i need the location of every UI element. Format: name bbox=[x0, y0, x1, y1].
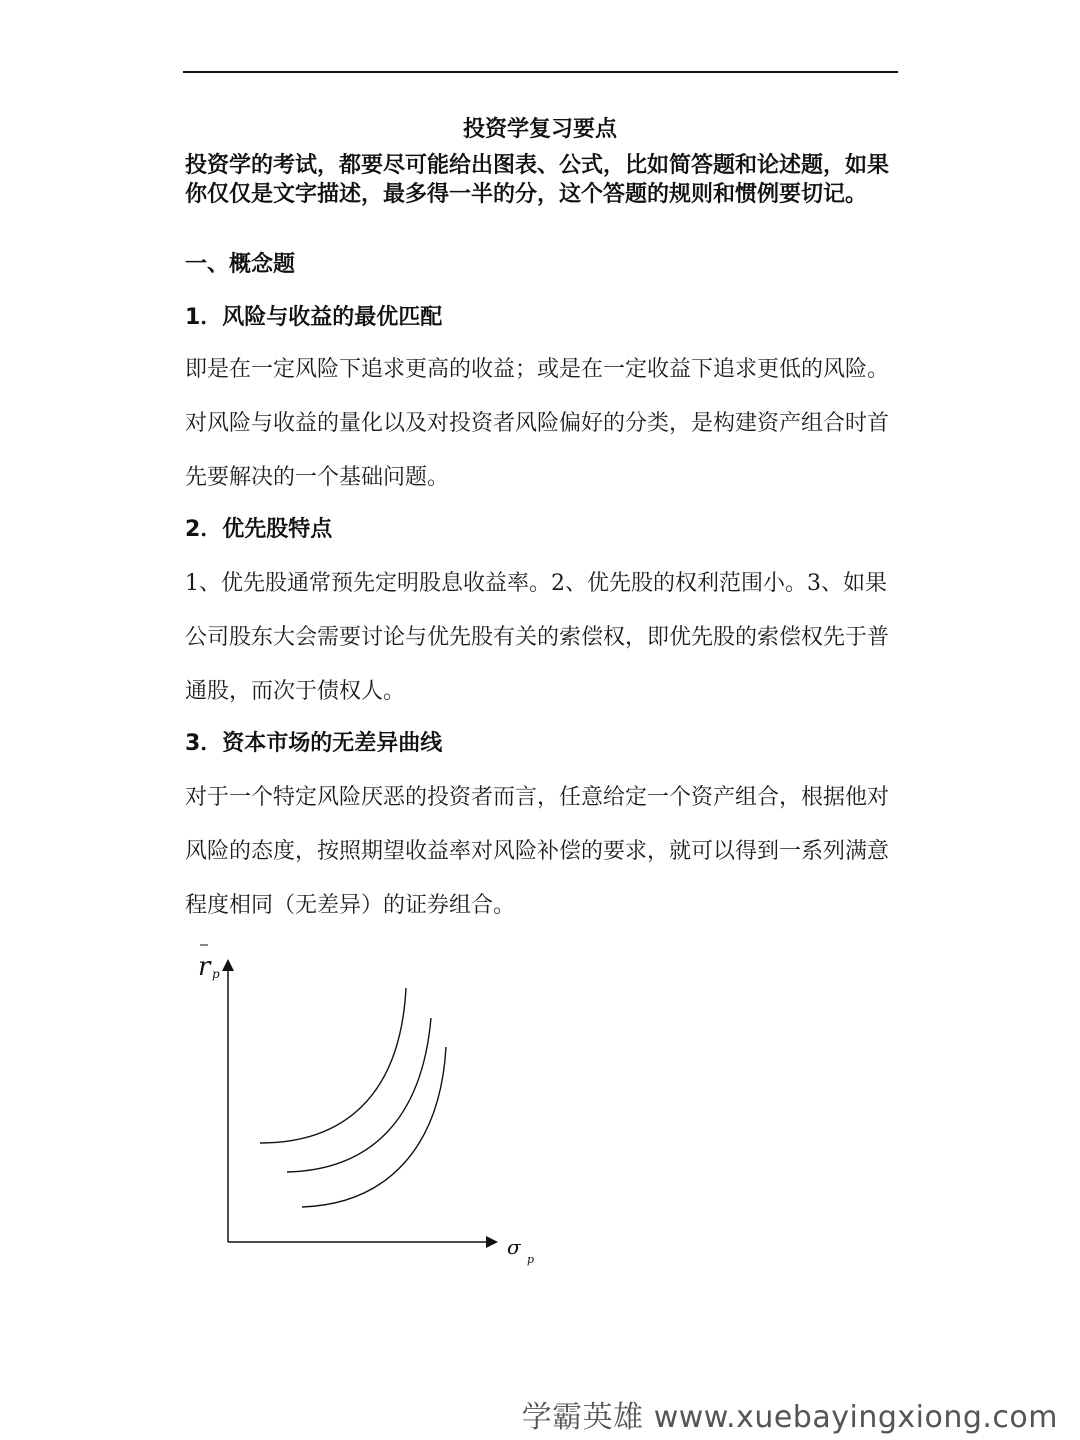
site-watermark: 学霸英雄 www.xuebayingxiong.com bbox=[521, 1400, 1058, 1435]
y-axis-label: r bbox=[198, 952, 211, 982]
item-1-heading: 1．风险与收益的最优匹配 bbox=[185, 305, 443, 330]
intro-paragraph: 投资学的考试，都要尽可能给出图表、公式，比如简答题和论述题，如果你仅仅是文字描述，最多得一半的分，这个答题的规则和惯例要切记。 bbox=[185, 153, 890, 207]
x-axis-subscript: p bbox=[527, 1253, 535, 1266]
indifference-curve-3 bbox=[302, 1047, 446, 1207]
header-rule bbox=[183, 71, 898, 73]
section-heading: 一、概念题 bbox=[185, 252, 296, 277]
y-axis-subscript: p bbox=[212, 967, 220, 981]
item-1-text: 即是在一定风险下追求更高的收益；或是在一定收益下追求更低的风险。对风险与收益的量化以及对投资者风险偏好的分类，是构建资产组合时首先要解决的一个基础问题。 bbox=[185, 357, 890, 490]
item-3-text: 对于一个特定风险厌恶的投资者而言，任意给定一个资产组合，根据他对风险的态度，按照期望收益率对风险补偿的要求，就可以得到一系列满意程度相同（无差异）的证券组合。 bbox=[185, 785, 890, 918]
x-axis-label: σ bbox=[507, 1235, 521, 1259]
indifference-curve-2 bbox=[287, 1018, 431, 1172]
indifference-curves-figure bbox=[190, 930, 550, 1270]
indifference-curve-1 bbox=[260, 988, 406, 1143]
item-2-text: 1、优先股通常预先定明股息收益率。2、优先股的权利范围小。3、如果公司股东大会需要讨论与优先股有关的索偿权，即优先股的索偿权先于普通股，而次于债权人。 bbox=[185, 571, 890, 704]
item-2-heading: 2．优先股特点 bbox=[185, 517, 333, 542]
document-title: 投资学复习要点 bbox=[462, 117, 617, 142]
item-3-heading: 3．资本市场的无差异曲线 bbox=[185, 731, 443, 756]
